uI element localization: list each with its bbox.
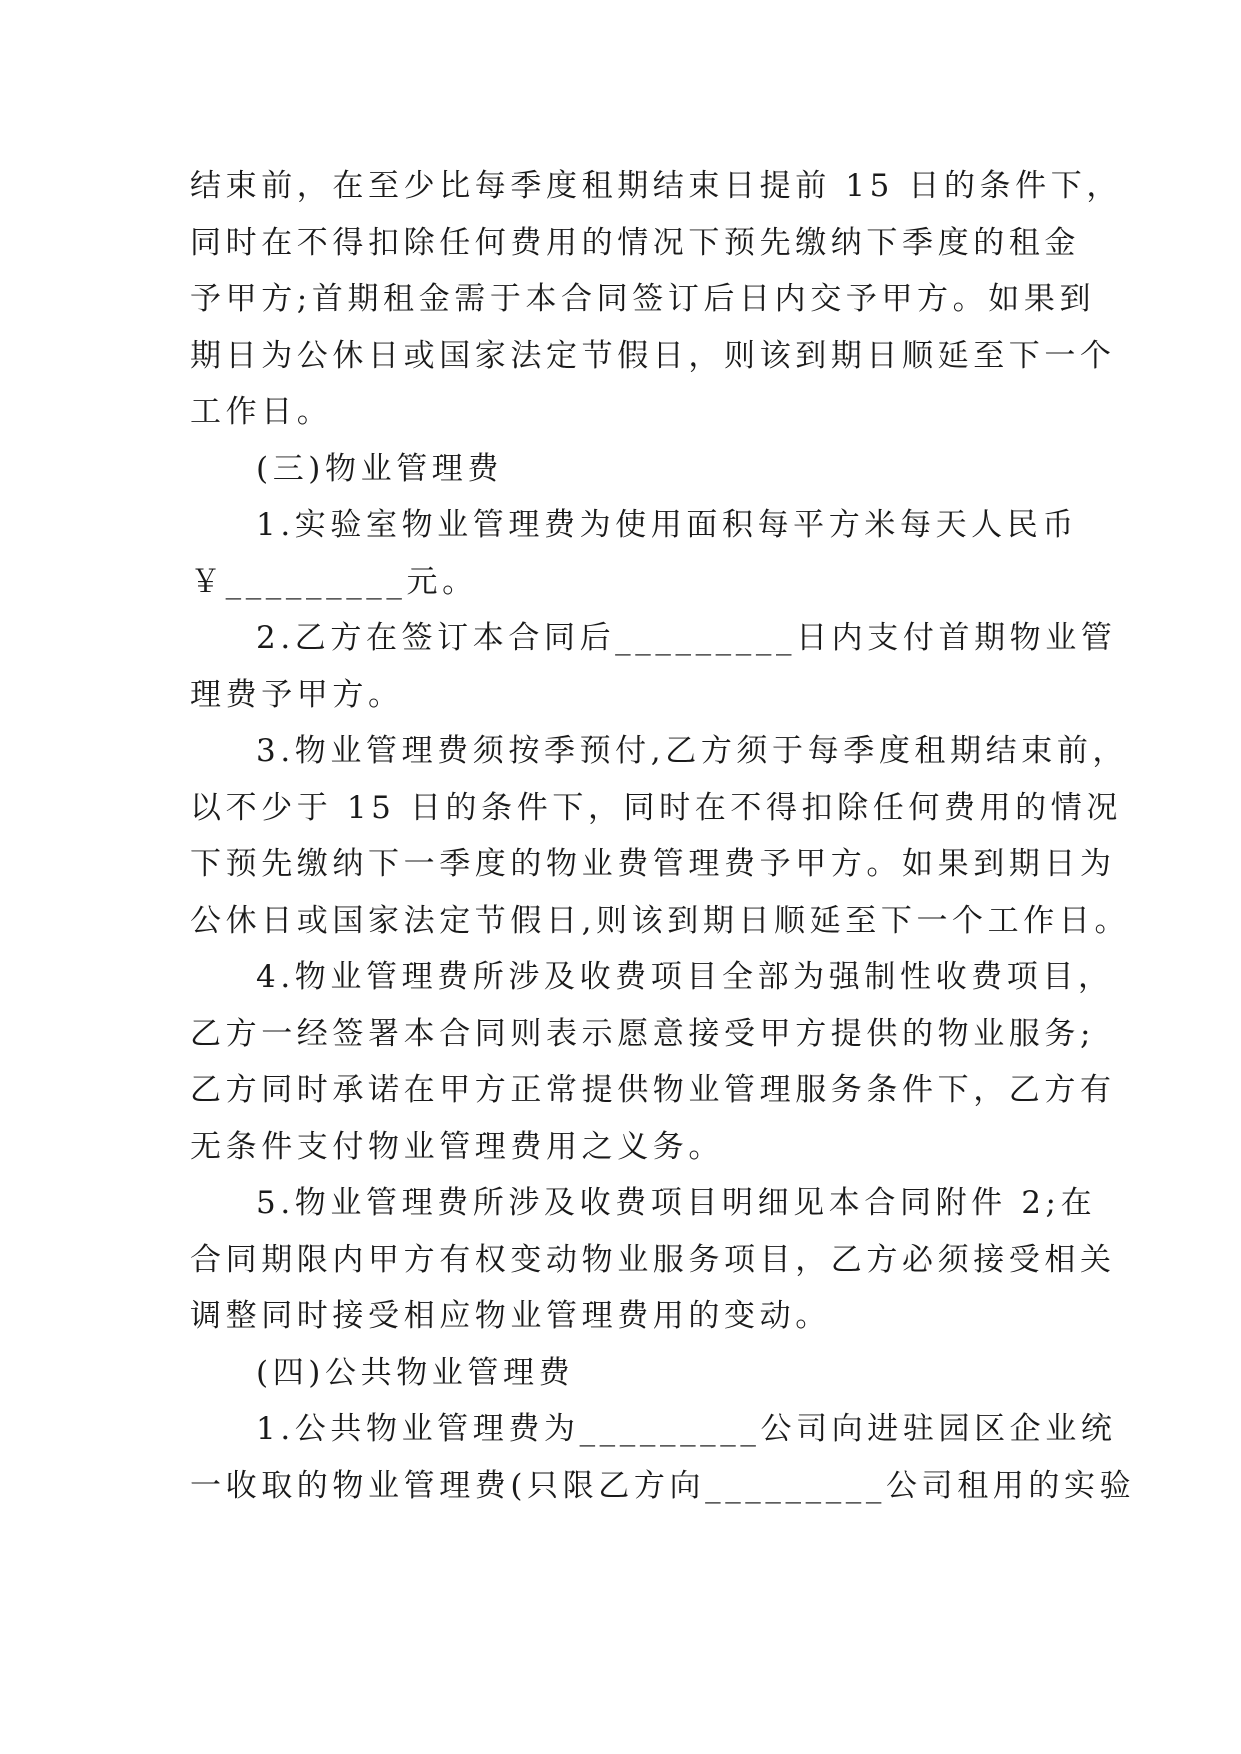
text-line: 3.物业管理费须按季预付,乙方须于每季度租期结束前，: [256, 733, 1129, 769]
text-line: 1.实验室物业管理费为使用面积每平方米每天人民币: [256, 507, 1078, 543]
text-line: 同时在不得扣除任何费用的情况下预先缴纳下季度的租金: [190, 224, 1080, 261]
text-line: 乙方一经签署本合同则表示愿意接受甲方提供的物业服务;: [190, 1015, 1096, 1052]
text-line: 公休日或国家法定节假日,则该到期日顺延至下一个工作日。: [190, 902, 1131, 939]
text-line: 调整同时接受相应物业管理费用的变动。: [190, 1298, 831, 1334]
text-line: 一收取的物业管理费(只限乙方向_________公司租用的实验: [190, 1467, 1136, 1504]
text-line: 无条件支付物业管理费用之义务。: [190, 1128, 724, 1165]
text-line: 理费予甲方。: [190, 676, 404, 713]
text-line: (四)公共物业管理费: [256, 1354, 575, 1391]
text-line: 乙方同时承诺在甲方正常提供物业管理服务条件下，乙方有: [190, 1072, 1116, 1108]
text-line: 合同期限内甲方有权变动物业服务项目，乙方必须接受相关: [190, 1241, 1116, 1278]
text-line: 期日为公休日或国家法定节假日，则该到期日顺延至下一个: [190, 337, 1116, 374]
text-line: 予甲方;首期租金需于本合同签订后日内交予甲方。如果到: [190, 281, 1096, 317]
text-line: 结束前，在至少比每季度租期结束日提前 15 日的条件下，: [190, 168, 1122, 204]
document-body: [190, 158, 1136, 1514]
text-line: 工作日。: [190, 394, 333, 430]
text-line: 4.物业管理费所涉及收费项目全部为强制性收费项目，: [256, 959, 1114, 995]
text-line: 以不少于 15 日的条件下，同时在不得扣除任何费用的情况: [190, 789, 1122, 826]
text-line: 1.公共物业管理费为_________公司向进驻园区企业统: [256, 1411, 1117, 1447]
text-line: ￥_________元。: [190, 563, 478, 600]
text-line: 2.乙方在签订本合同后_________日内支付首期物业管: [256, 620, 1117, 656]
text-line: 下预先缴纳下一季度的物业费管理费予甲方。如果到期日为: [190, 846, 1116, 882]
text-line: (三)物业管理费: [256, 450, 503, 487]
text-line: 5.物业管理费所涉及收费项目明细见本合同附件 2;在: [256, 1185, 1097, 1221]
